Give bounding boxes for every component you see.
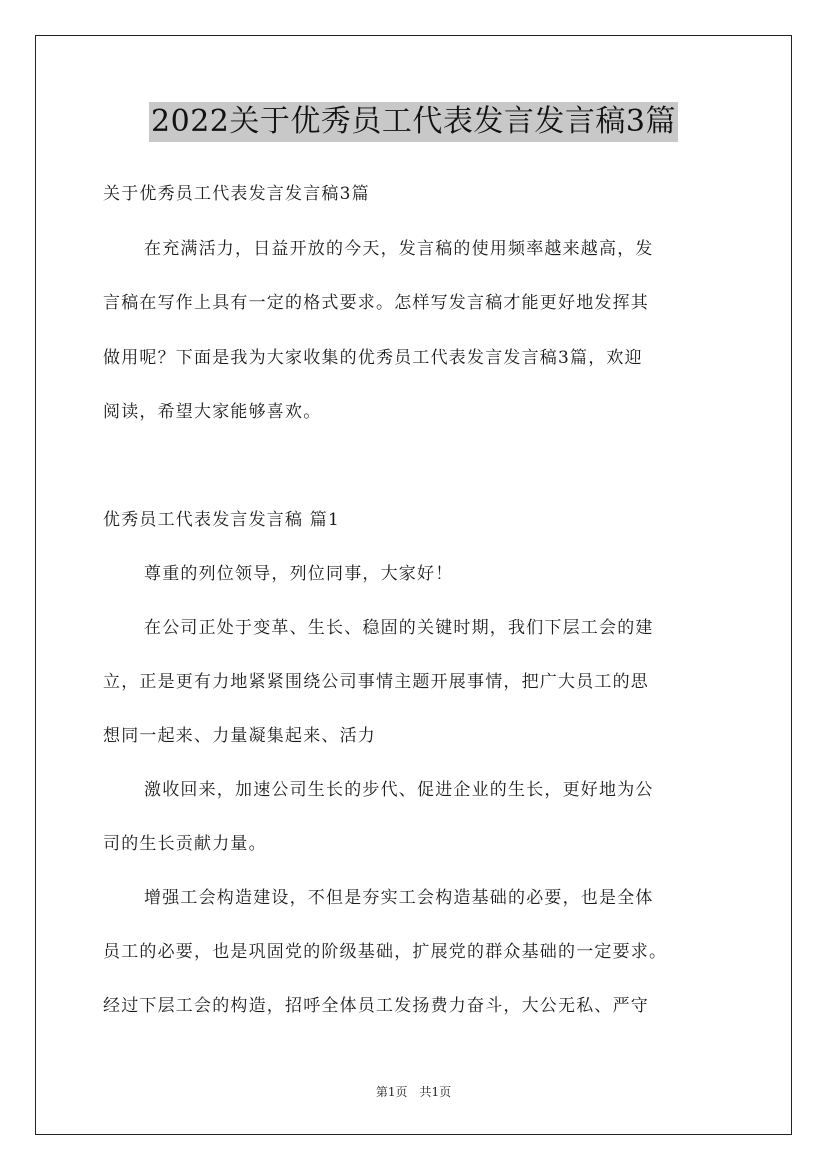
title-container [0, 102, 827, 142]
body-line: 尊重的列位领导，列位同事，大家好！ [144, 564, 454, 584]
page-number-footer: 第1页 共1页 [375, 1085, 452, 1099]
document-subtitle: 关于优秀员工代表发言发言稿3篇 [103, 184, 370, 204]
body-line: 想同一起来、力量凝集起来、活力 [103, 726, 376, 746]
body-line: 员工的必要，也是巩固党的阶级基础，扩展党的群众基础的一定要求。 [103, 942, 668, 962]
body-line: 立，正是更有力地紧紧围绕公司事情主题开展事情，把广大员工的思 [103, 672, 649, 692]
body-line: 经过下层工会的构造，招呼全体员工发扬费力奋斗，大公无私、严守 [103, 996, 649, 1016]
body-line: 司的生长贡献力量。 [103, 834, 267, 854]
intro-line: 言稿在写作上具有一定的格式要求。怎样写发言稿才能更好地发挥其 [103, 293, 649, 313]
body-line: 激收回来，加速公司生长的步代、促进企业的生长，更好地为公 [144, 780, 654, 800]
body-line: 增强工会构造建设，不但是夯实工会构造基础的必要，也是全体 [144, 888, 654, 908]
intro-line: 做用呢？下面是我为大家收集的优秀员工代表发言发言稿3篇，欢迎 [103, 348, 643, 368]
section-heading: 优秀员工代表发言发言稿 篇1 [103, 510, 341, 530]
document-title: 2022关于优秀员工代表发言发言稿3篇 [149, 102, 678, 142]
body-line: 在公司正处于变革、生长、稳固的关键时期，我们下层工会的建 [144, 618, 654, 638]
intro-line: 阅读，希望大家能够喜欢。 [103, 402, 322, 422]
intro-line: 在充满活力，日益开放的今天，发言稿的使用频率越来越高，发 [144, 239, 654, 259]
